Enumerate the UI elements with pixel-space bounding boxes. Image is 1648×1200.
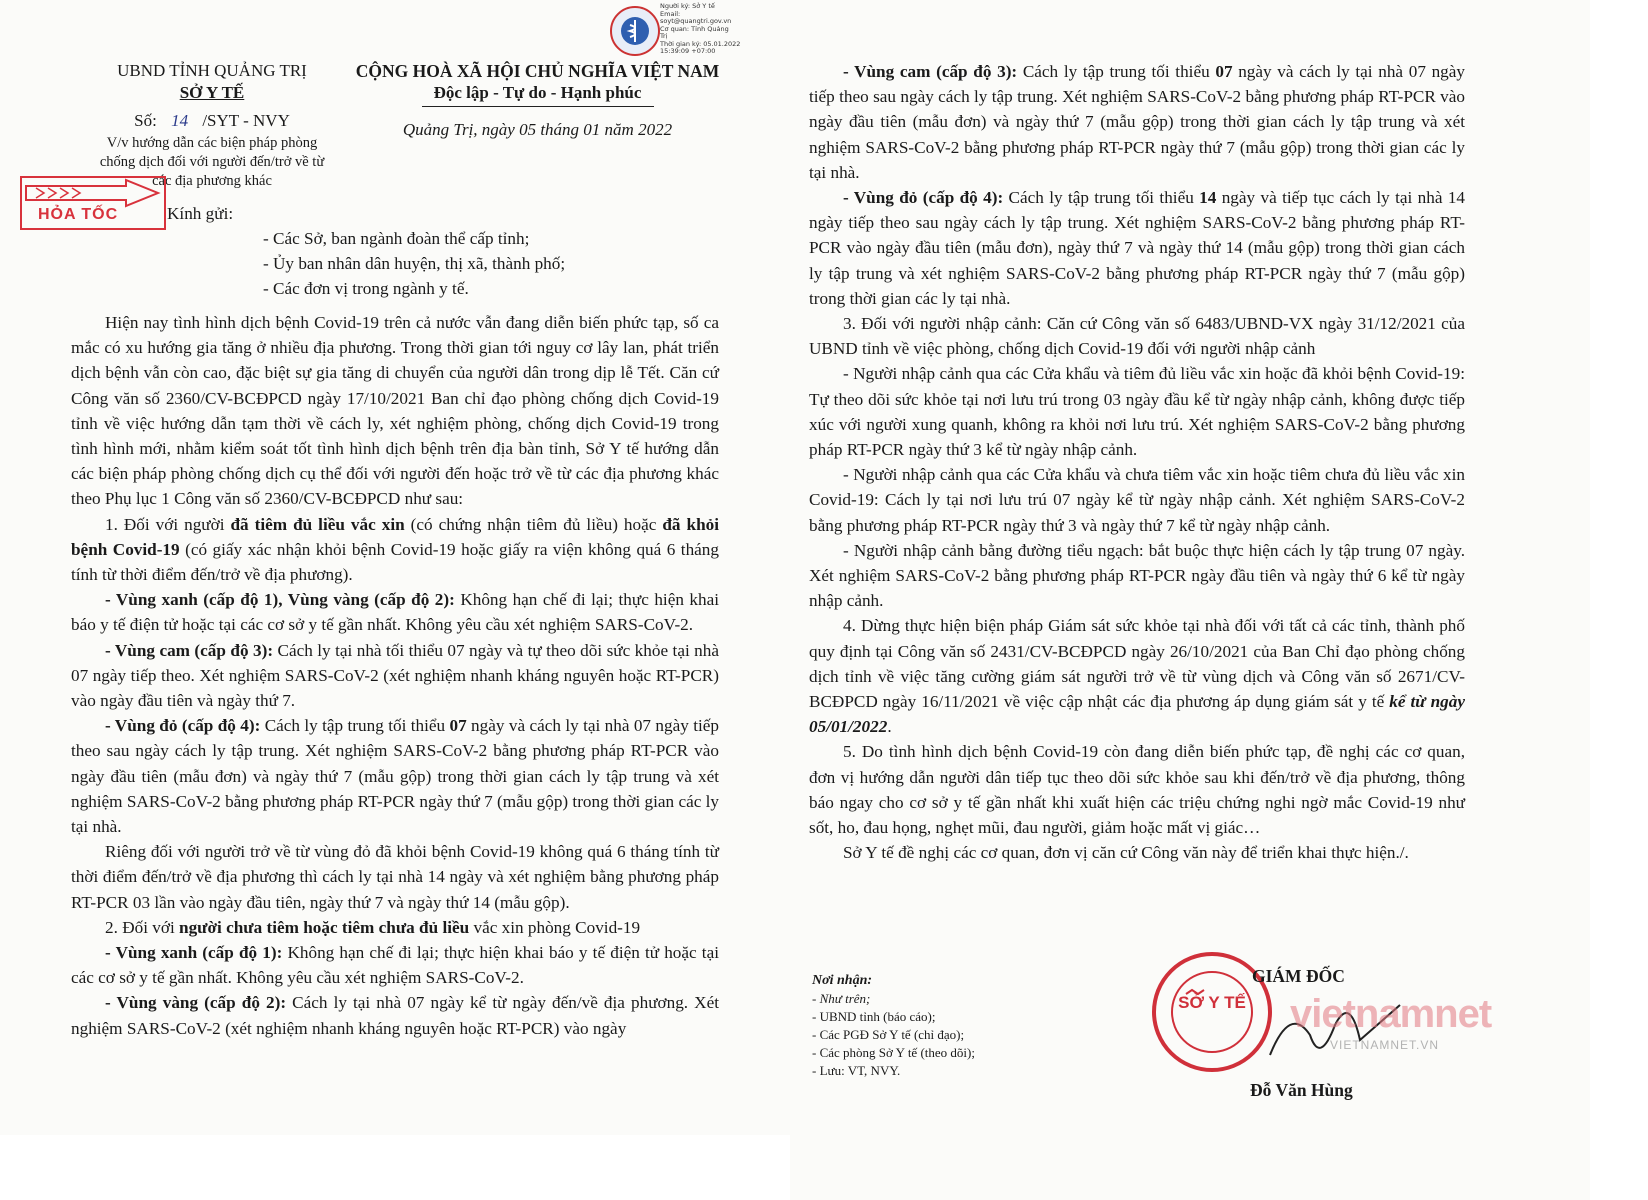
intro-paragraph: Hiện nay tình hình dịch bệnh Covid-19 trên cả nước vẫn đang diễn biến phức tạp, số ca mắc có xu hướng gia tăng ở nhiều địa phương. Trong thời gian tới nguy cơ lây lan, phát triển dịch bệnh vẫn còn cao, đặc biệt sự gia tăng di chuyển của người dân trong dịp lễ Tết. Căn cứ Công văn số 2360/CV-BCĐPCD ngày 17/10/2021 Ban chỉ đạo phòng chống dịch Covid-19 tỉnh về việc hướng dẫn tạm thời về cách ly, xét nghiệm phòng, chống dịch Covid-19 trong tình hình mới, nhằm kiểm soát tốt tình hình dịch bệnh trên địa bàn tỉnh, Sở Y tế hướng dẫn các biện pháp phòng chống dịch cụ thể đối với người đến hoặc trở về từ các địa phương khác theo Phụ lục 1 Công văn số 2360/CV-BCĐPCD như sau:	[71, 313, 719, 509]
motto-underline	[422, 106, 654, 107]
s3-item-border: - Người nhập cảnh bằng đường tiểu ngạch: bắt buộc thực hiện cách ly tập trung 07 ngày. Xét nghiệm SARS-CoV-2 bằng phương pháp RT-PCR ngày đầu tiên và ngày thứ 6 kể từ ngày nhập cảnh.	[809, 540, 1465, 611]
s2-orange-zone: - Vùng cam (cấp độ 3): Cách ly tập trung tối thiểu 07 ngày và cách ly tại nhà 07 ngày tiếp theo sau ngày cách ly tập trung. Xét nghiệm SARS-CoV-2 bằng phương pháp RT-PCR vào ngày đầu tiên (mẫu đơn) và ngày thứ 7 (mẫu gộp) trong thời gian cách ly tập trung và xét nghiệm SARS-CoV-2 bằng phương pháp RT-PCR ngày thứ 7 (mẫu gộp) trong thời gian các ly tại nhà.	[809, 62, 1465, 182]
s2-green-zone: - Vùng xanh (cấp độ 1): Không hạn chế đi lại; thực hiện khai báo y tế điện tử hoặc tại các cơ sở y tế gần nhất. Không yêu cầu xét nghiệm SARS-CoV-2.	[71, 943, 719, 988]
document-number	[92, 110, 332, 132]
recipient-entry: - Các PGĐ Sở Y tế (chỉ đạo);	[812, 1027, 965, 1042]
signer-title: GIÁM ĐỐC	[1252, 966, 1345, 986]
left-body	[71, 310, 719, 1041]
recipient-entry: - Lưu: VT, NVY.	[812, 1063, 901, 1078]
s1-red-zone: - Vùng đỏ (cấp độ 4): Cách ly tập trung tối thiểu 07 ngày và cách ly tại nhà 07 ngày tiếp theo sau ngày cách ly tập trung. Xét nghiệm SARS-CoV-2 bằng phương pháp RT-PCR vào ngày đầu tiên (mẫu đơn) và ngày thứ 7 (mẫu gộp) trong thời gian cách ly tập trung và xét nghiệm SARS-CoV-2 bằng phương pháp RT-PCR ngày thứ 7 (mẫu gộp) trong thời gian các ly tại nhà.	[71, 716, 719, 837]
page-right	[660, 0, 1590, 1200]
agency-parent: UBND TỈNH QUẢNG TRỊ	[117, 61, 307, 80]
agency-name: SỞ Y TẾ	[179, 83, 245, 102]
recipient-item: - Ủy ban nhân dân huyện, thị xã, thành phố;	[263, 254, 566, 273]
watermark: vietnamnet	[1290, 992, 1492, 1036]
nation-title: CỘNG HOÀ XÃ HỘI CHỦ NGHĨA VIỆT NAM	[355, 61, 720, 81]
s1-green-zone: - Vùng xanh (cấp độ 1), Vùng vàng (cấp độ 2): Không hạn chế đi lại; thực hiện khai báo y tế điện tử hoặc tại các cơ sở y tế gần nhất. Không yêu cầu xét nghiệm SARS-CoV-2.	[71, 590, 719, 635]
s1-orange-zone: - Vùng cam (cấp độ 3): Cách ly tại nhà tối thiểu 07 ngày và tự theo dõi sức khỏe tại nhà 07 ngày tiếp theo. Xét nghiệm SARS-CoV-2 (xét nghiệm nhanh kháng nguyên hoặc RT-PCR) vào ngày đầu tiên và ngày thứ 7.	[71, 640, 719, 711]
section-4: 4. Dừng thực hiện biện pháp Giám sát sức khỏe tại nhà đối với tất cả các tỉnh, thành phố quy định tại Công văn số 2431/CV-BCĐPCD ngày 26/10/2021 của Ban Chỉ đạo phòng chống dịch tỉnh về việc tăng cường giám sát người trở về từ vùng dịch và Công văn số 2671/CV-BCĐPCD ngày 16/11/2021 về việc cập nhật các địa phương áp dụng giám sát y tế kể từ ngày 05/01/2022.	[809, 616, 1466, 737]
hoa-toc-stamp	[20, 176, 166, 230]
document-date: Quảng Trị, ngày 05 tháng 01 năm 2022	[402, 120, 673, 139]
s2-red-zone: - Vùng đỏ (cấp độ 4): Cách ly tập trung tối thiểu 14 ngày và tiếp tục cách ly tại nhà 14 ngày tiếp theo sau ngày cách ly tập trung. Xét nghiệm SARS-CoV-2 bằng phương pháp RT-PCR vào ngày đầu tiên (mẫu đơn), ngày thứ 7 và ngày thứ 14 (mẫu gộp) trong thời gian cách ly tập trung và xét nghiệm SARS-CoV-2 bằng phương pháp RT-PCR ngày thứ 7 (mẫu gộp) trong thời gian các ly tại nhà.	[809, 188, 1466, 308]
signer-name: Đỗ Văn Hùng	[1250, 1080, 1353, 1100]
recipient-entry: - Các phòng Sở Y tế (theo dõi);	[812, 1045, 975, 1060]
closing-paragraph: Sở Y tế đề nghị các cơ quan, đơn vị căn cứ Công văn này để triển khai thực hiện./.	[843, 843, 1409, 863]
document-subject: V/v hướng dẫn các biện pháp phòng chống dịch đối với người đến/trở về từ các địa phương khác	[99, 135, 325, 189]
s1-special-case: Riêng đối với người trở về từ vùng đỏ đã khỏi bệnh Covid-19 không quá 6 tháng tính từ thời điểm đến/trở về địa phương thì cách ly tại nhà 14 ngày và xét nghiệm bằng phương pháp RT-PCR 03 lần vào ngày đầu tiên, ngày thứ 7 và ngày thứ 14 (mẫu gộp).	[71, 842, 719, 912]
number-suffix: /SYT - NVY	[202, 111, 290, 130]
recipient-item: - Các Sở, ban ngành đoàn thể cấp tỉnh;	[263, 229, 530, 248]
watermark-sub: VIETNAMNET.VN	[1330, 1038, 1440, 1052]
seal-text: SỞ Y TẾ	[1178, 993, 1246, 1012]
header-right	[345, 60, 730, 141]
right-body	[809, 59, 1465, 866]
recipients-title: Nơi nhận:	[812, 973, 873, 988]
number-value: 14	[171, 111, 189, 130]
arrow-icon	[22, 178, 164, 208]
number-prefix: Số:	[134, 111, 157, 130]
motto: Độc lập - Tự do - Hạnh phúc	[433, 83, 642, 102]
recipient-entry: - Như trên;	[812, 991, 871, 1006]
section-2: 2. Đối với người chưa tiêm hoặc tiêm chưa đủ liều vắc xin phòng Covid-19	[105, 917, 641, 937]
section-1: 1. Đối với người đã tiêm đủ liều vắc xin (có chứng nhận tiêm đủ liều) hoặc đã khỏi bệnh Covid-19 (có giấy xác nhận khỏi bệnh Covid-19 hoặc giấy ra viện không quá 6 tháng tính từ thời điểm đến/trở về địa phương).	[71, 514, 720, 585]
ministry-logo-icon	[610, 6, 660, 56]
recipients-block	[812, 972, 1072, 1080]
s3-item-vaccinated: - Người nhập cảnh qua các Cửa khẩu và tiêm đủ liều vắc xin hoặc đã khỏi bệnh Covid-19: Tự theo dõi sức khỏe tại nơi lưu trú trong 03 ngày đầu kể từ ngày nhập cảnh, không được tiếp xúc với người xung quanh, không ra khỏi nơi lưu trú. Xét nghiệm SARS-CoV-2 bằng phương pháp RT-PCR ngày thứ 3 kể từ ngày nhập cảnh.	[809, 364, 1465, 460]
esign-info: Người ký: Sở Y tế Email: soyt@quangtri.gov.vn Cơ quan: Tỉnh Quảng Trị Thời gian ký: 05.01.2022 15:39:09 +07:00	[660, 2, 741, 55]
s3-item-unvaccinated: - Người nhập cảnh qua các Cửa khẩu và chưa tiêm vắc xin hoặc tiêm chưa đủ liều vắc xin Covid-19: Cách ly tại nơi lưu trú 07 ngày kể từ ngày nhập cảnh. Xét nghiệm SARS-CoV-2 bằng phương pháp RT-PCR ngày thứ 3 và ngày thứ 7 kể từ ngày nhập cảnh.	[809, 465, 1465, 535]
greeting: Kính gửi:	[167, 204, 234, 223]
hoa-toc-label: HỎA TỐC	[38, 206, 119, 223]
section-3: 3. Đối với người nhập cảnh: Căn cứ Công văn số 6483/UBND-VX ngày 31/12/2021 của UBND tỉnh về việc phòng, chống dịch Covid-19 đối với người nhập cảnh	[809, 314, 1465, 359]
section-5: 5. Do tình hình dịch bệnh Covid-19 còn đang diễn biến phức tạp, đề nghị các cơ quan, đơn vị hướng dẫn người dân tiếp tục theo dõi sức khỏe sau khi đến/trở về địa phương, thông báo ngay cho cơ sở y tế gần nhất khi xuất hiện các triệu chứng nghi ngờ mắc Covid-19 như sốt, ho, đau họng, nghẹt mũi, đau người, giảm hoặc mất vị giác…	[809, 742, 1465, 838]
recipient-entry: - UBND tỉnh (báo cáo);	[812, 1009, 936, 1024]
s2-yellow-zone: - Vùng vàng (cấp độ 2): Cách ly tại nhà 07 ngày kể từ ngày đến/về địa phương. Xét nghiệm SARS-CoV-2 (xét nghiệm nhanh kháng nguyên hoặc RT-PCR) vào ngày	[71, 993, 719, 1038]
recipient-item: - Các đơn vị trong ngành y tế.	[263, 279, 469, 298]
header-left	[92, 60, 332, 191]
caduceus-icon	[612, 8, 658, 54]
recipient-list	[263, 226, 565, 301]
page-left	[0, 0, 790, 1135]
